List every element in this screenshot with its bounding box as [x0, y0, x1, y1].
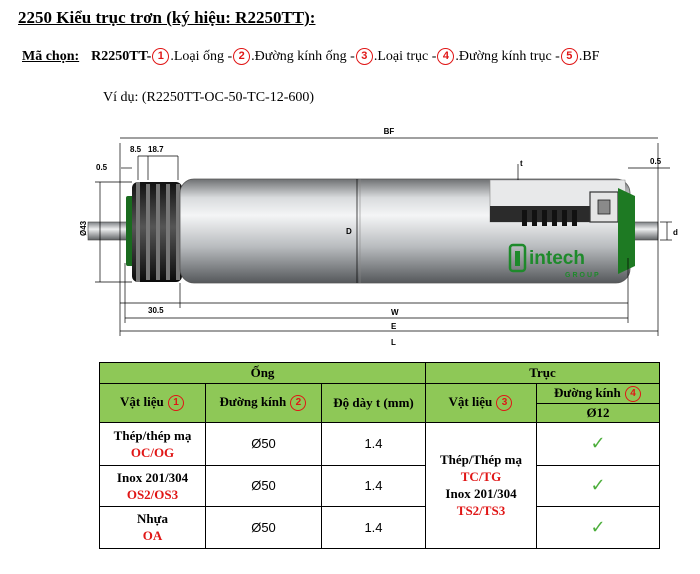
- col-shaft-diameter-number: 4: [625, 386, 641, 402]
- example-code: Ví dụ: (R2250TT-OC-50-TC-12-600): [103, 90, 315, 105]
- dim-gap-right: 0.5: [650, 157, 662, 166]
- col-material-label: Vật liệu: [120, 394, 164, 410]
- col-diameter-number: 2: [290, 395, 306, 411]
- col-material-number: 1: [168, 395, 184, 411]
- row-thickness: 1.4: [322, 506, 426, 548]
- dim-bf: BF: [383, 127, 395, 136]
- col-material-header: [100, 383, 206, 422]
- row-material: [100, 465, 206, 506]
- shaft-material-line1: Thép/Thép mạ: [440, 452, 522, 468]
- dim-phi43: Ø43: [79, 220, 88, 236]
- col-thickness-header: Độ dày t (mm): [322, 383, 426, 422]
- dim-l: L: [391, 338, 396, 347]
- code-part-1-text: .Loại ống -: [170, 48, 233, 64]
- row-diameter: Ø50: [206, 506, 322, 548]
- check-icon: ✓: [537, 465, 660, 506]
- col-diameter-label: Đường kính: [219, 394, 287, 410]
- row-material-code: OA: [142, 528, 163, 544]
- shaft-material-code1: TC/TG: [460, 469, 502, 485]
- dim-tube-D: D: [346, 227, 352, 236]
- row-diameter: Ø50: [206, 465, 322, 506]
- code-prefix: R2250TT-: [91, 48, 152, 64]
- row-material-name: Inox 201/304: [116, 469, 189, 485]
- code-part-4-number: 4: [437, 48, 454, 65]
- page-title: 2250 Kiểu trục trơn (ký hiệu: R2250TT):: [18, 8, 316, 27]
- dim-8-5: 8.5: [130, 145, 142, 154]
- dim-t: t: [520, 159, 523, 168]
- group-shaft-header: Trục: [426, 363, 660, 384]
- check-icon: ✓: [537, 506, 660, 548]
- logo-subtext: GROUP: [565, 272, 601, 279]
- row-diameter: Ø50: [206, 422, 322, 465]
- dim-w: W: [391, 308, 399, 317]
- code-part-3-number: 3: [356, 48, 373, 65]
- selection-code: [22, 48, 599, 65]
- shaft-material-cell: [426, 422, 537, 548]
- logo-text: intech: [529, 248, 585, 269]
- table-row: [100, 506, 660, 548]
- table-row: [100, 465, 660, 506]
- code-label: Mã chọn:: [22, 48, 80, 64]
- shaft-material-line2: Inox 201/304: [445, 486, 517, 502]
- code-part-1-number: 1: [152, 48, 169, 65]
- row-material: [100, 506, 206, 548]
- col-shaft-material-label: Vật liệu: [448, 394, 493, 410]
- dim-gap-left: 0.5: [96, 163, 108, 172]
- row-material: [100, 422, 206, 465]
- col-diameter-header: [206, 383, 322, 422]
- check-icon: ✓: [537, 422, 660, 465]
- row-material-code: OC/OG: [130, 444, 175, 460]
- dim-e: E: [391, 322, 397, 331]
- group-tube-header: Ống: [100, 363, 426, 384]
- code-part-2-number: 2: [233, 48, 250, 65]
- roller-drawing: [60, 118, 680, 350]
- row-material-name: Thép/thép mạ: [113, 427, 192, 443]
- col-shaft-diameter-label: Đường kính: [554, 384, 621, 400]
- row-material-name: Nhựa: [137, 511, 168, 527]
- code-part-3-text: .Loại trục -: [373, 48, 437, 64]
- row-thickness: 1.4: [322, 465, 426, 506]
- table-row: [100, 422, 660, 465]
- dim-18-7: 18.7: [148, 145, 164, 154]
- code-part-2-text: .Đường kính ống -: [251, 48, 355, 64]
- shaft-left: [88, 222, 128, 240]
- dim-30-5: 30.5: [148, 306, 164, 315]
- col-shaft-diameter-header: [537, 383, 660, 404]
- shaft-material-code2: TS2/TS3: [456, 503, 506, 519]
- code-part-5-text: .BF: [578, 48, 600, 64]
- row-thickness: 1.4: [322, 422, 426, 465]
- groove-section: [132, 182, 182, 282]
- spec-table: [99, 362, 660, 549]
- col-shaft-material-header: [426, 383, 537, 422]
- shaft-diameter-value: Ø12: [537, 404, 660, 422]
- row-material-code: OS2/OS3: [126, 486, 179, 502]
- col-shaft-material-number: 3: [496, 395, 512, 411]
- code-part-5-number: 5: [561, 48, 578, 65]
- code-part-4-text: .Đường kính trục -: [455, 48, 560, 64]
- dim-shaft-d: d: [673, 228, 678, 237]
